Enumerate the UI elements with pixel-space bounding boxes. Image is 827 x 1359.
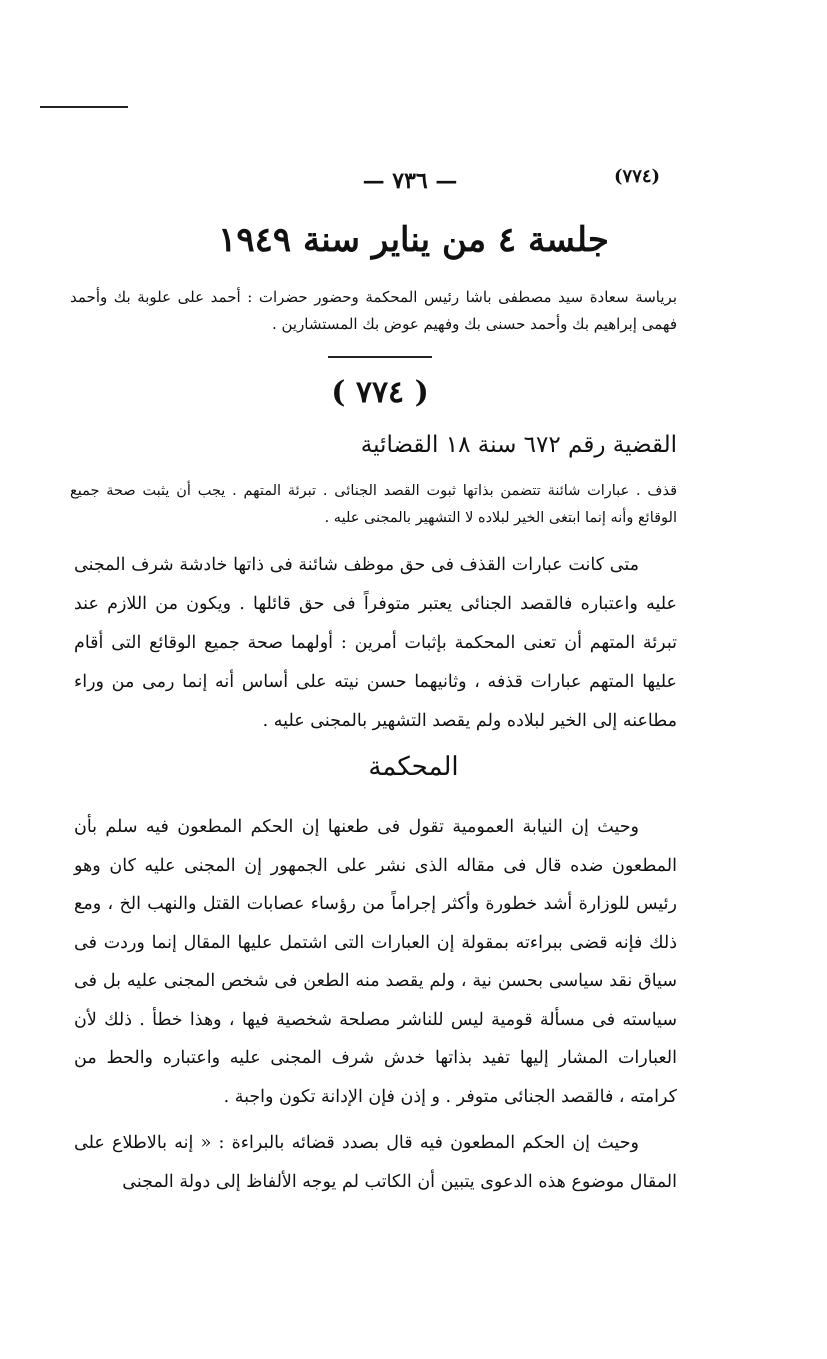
court-heading: المحكمة (368, 752, 459, 782)
ruling-number: ( ٧٧٤ ) (331, 375, 429, 410)
top-rule (40, 106, 128, 108)
presidency-line: برياسة سعادة سيد مصطفى باشا رئيس المحكمة وحضور حضرات : أحمد على علوبة بك وأحمد فهمى إبراهيم بك وأحمد حسنى بك وفهيم عوض بك المستشارين . (70, 288, 677, 333)
page-number: — ٧٣٦ — (362, 168, 458, 194)
legal-principle: متى كانت عبارات القذف فى حق موظف شائنة فى ذاتها خادشة شرف المجنى عليه واعتباره فالقصد الجنائى يعتبر متوفراً فى حق قائلها . ويكون من اللازم عند تبرئة المتهم أن تعنى المحكمة بإثبات أمرين : أولهما صحة جميع الوقائع التى أقام عليها المتهم عبارات قذفه ، وثانيهما حسن نيته على أساس أنه إنما رمى من وراء مطاعنه إلى الخير لبلاده ولم يقصد التشهير بالمجنى عليه . (74, 555, 677, 731)
ruling-summary: قذف . عبارات شائنة تتضمن بذاتها ثبوت القصد الجنائى . تبرئة المتهم . يجب أن يثبت صحة جميع الوقائع وأنه إنما ابتغى الخير لبلاده لا التشهير بالمجنى عليه . (70, 483, 677, 526)
section-divider (328, 356, 432, 358)
judgment-paragraph-1: وحيث إن النيابة العمومية تقول فى طعنها إن الحكم المطعون فيه سلم بأن المطعون ضده قال فى مقاله الذى نشر على الجمهور إن المجنى عليه كان وهو رئيس للوزارة أشد خطورة وأكثر إجراماً من رؤساء عصابات القتل والنهب الخ ، ومع ذلك فإنه قضى ببراءته بمقولة إن العبارات التى اشتمل عليها المقال إنما وردت فى سياق نقد سياسى بحسن نية ، ولم يقصد منه الطعن فى شخص المجنى عليه بل فى سياسته فى مسألة قومية ليس للناشر مصلحة شخصية فيها ، وهذا خطأ . ذلك لأن العبارات المشار إليها تفيد بذاتها خدش شرف المجنى عليه واعتباره والحط من كرامته ، فالقصد الجنائى متوفر . و إذن فإن الإدانة تكون واجبة . (74, 817, 677, 1107)
session-title: جلسة ٤ من يناير سنة ١٩٤٩ (218, 220, 609, 260)
judgment-paragraph-2: وحيث إن الحكم المطعون فيه قال بصدد قضائه بالبراءة : « إنه بالاطلاع على المقال موضوع هذه الدعوى يتبين أن الكاتب لم يوجه الألفاظ إلى دولة المجنى (74, 1133, 677, 1192)
case-number-badge: (٧٧٤) (614, 166, 661, 187)
case-reference: القضية رقم ٦٧٢ سنة ١٨ القضائية (360, 432, 677, 458)
